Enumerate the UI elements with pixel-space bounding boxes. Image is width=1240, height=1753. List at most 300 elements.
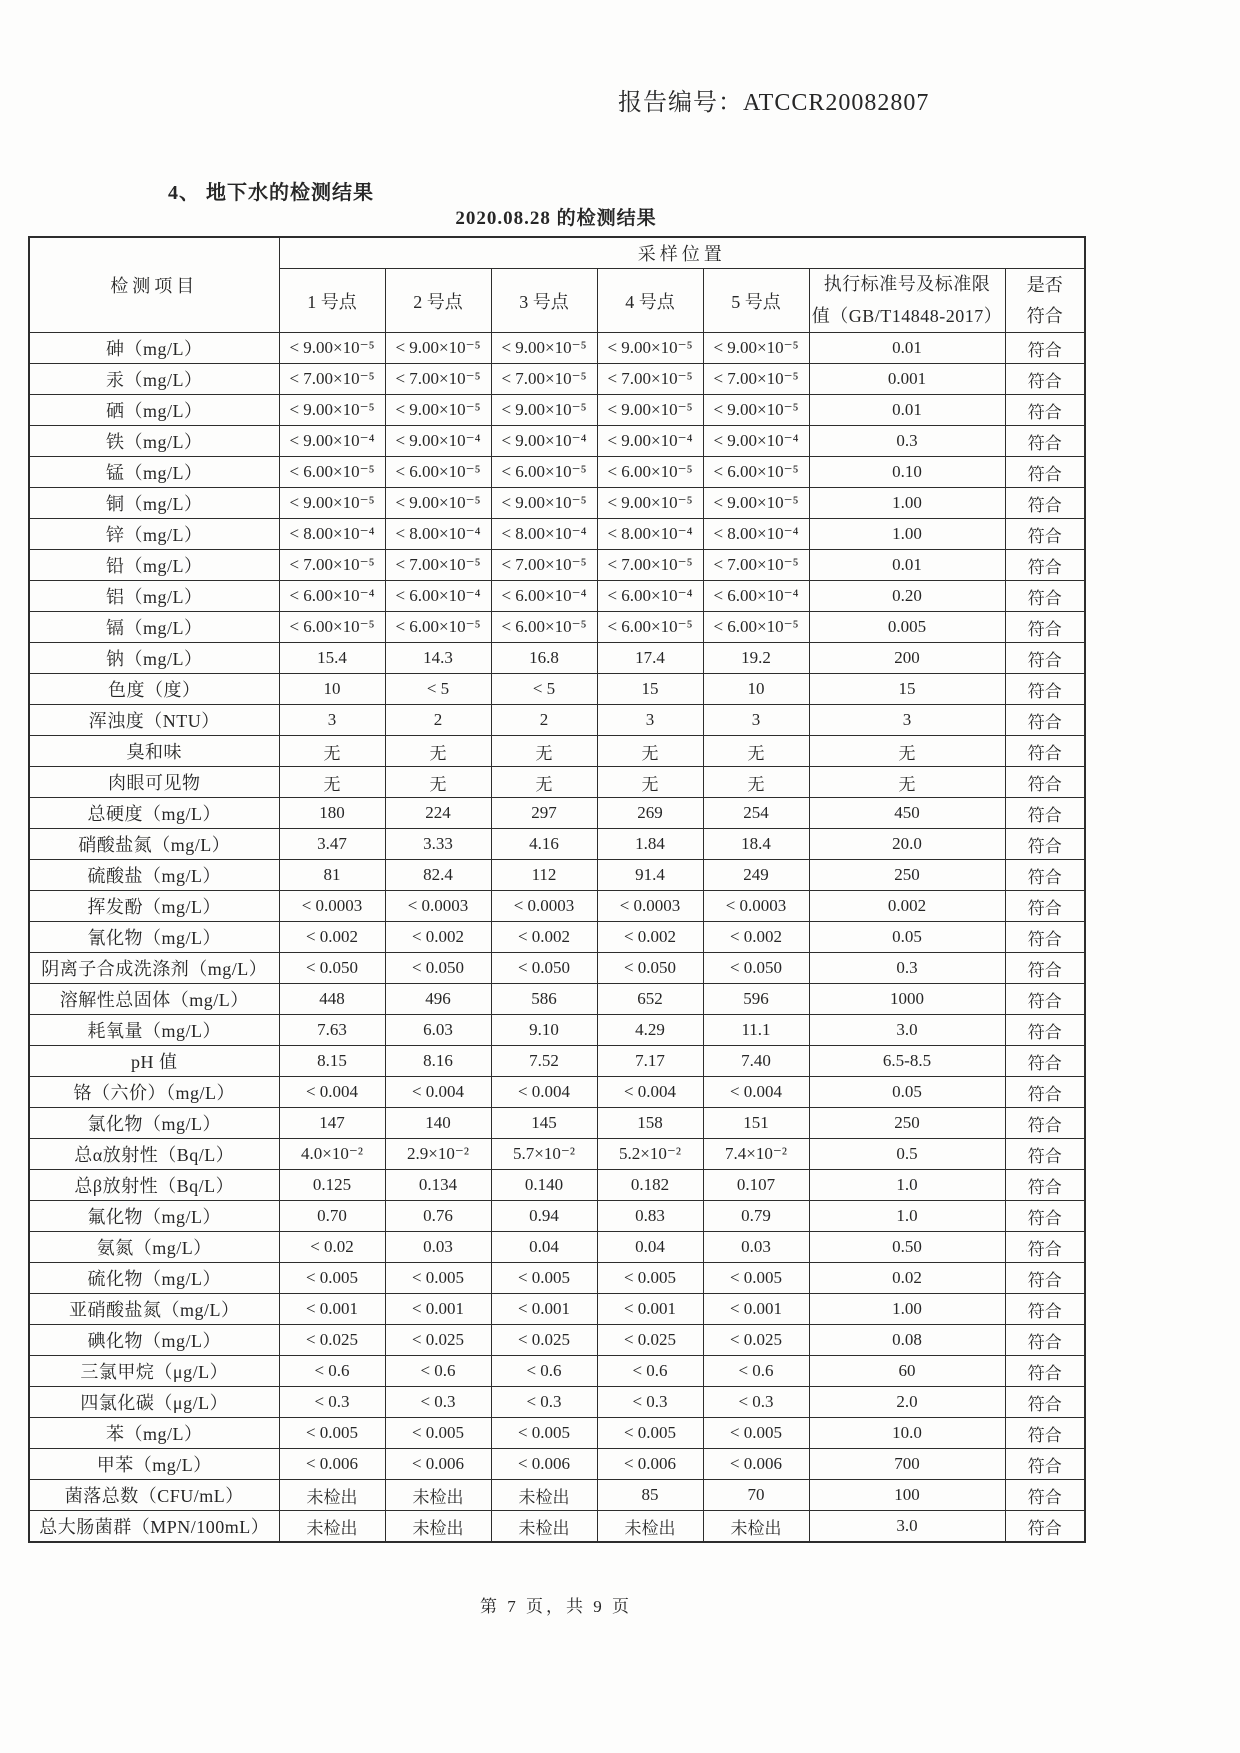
- value-cell-point-3: 586: [491, 984, 597, 1015]
- value-cell-point-3: < 9.00×10⁻⁵: [491, 488, 597, 519]
- value-cell-point-2: < 9.00×10⁻⁴: [385, 426, 491, 457]
- value-cell-point-5: < 0.001: [703, 1294, 809, 1325]
- value-cell-point-4: 15: [597, 674, 703, 705]
- compliance-cell: 符合: [1005, 1356, 1085, 1387]
- value-cell-point-5: < 9.00×10⁻⁴: [703, 426, 809, 457]
- value-cell-point-1: < 0.3: [279, 1387, 385, 1418]
- table-row: [29, 395, 1085, 426]
- value-cell-point-4: < 6.00×10⁻⁵: [597, 612, 703, 643]
- compliance-cell: 符合: [1005, 674, 1085, 705]
- test-item-label: 浑浊度（NTU）: [29, 705, 279, 736]
- table-row: [29, 1263, 1085, 1294]
- standard-limit-cell: 0.005: [809, 612, 1005, 643]
- value-cell-point-4: 85: [597, 1480, 703, 1511]
- test-item-label: 三氯甲烷（μg/L）: [29, 1356, 279, 1387]
- compliance-head-line1: 是否: [1026, 274, 1063, 295]
- table-row: [29, 333, 1085, 364]
- compliance-cell: 符合: [1005, 1139, 1085, 1170]
- test-item-label: 臭和味: [29, 736, 279, 767]
- value-cell-point-1: 未检出: [279, 1511, 385, 1543]
- value-cell-point-5: < 7.00×10⁻⁵: [703, 550, 809, 581]
- value-cell-point-2: < 6.00×10⁻⁴: [385, 581, 491, 612]
- table-row: [29, 1325, 1085, 1356]
- value-cell-point-3: 297: [491, 798, 597, 829]
- value-cell-point-5: 3: [703, 705, 809, 736]
- header-cell-point-5: 5 号点: [703, 269, 809, 333]
- compliance-cell: 符合: [1005, 1294, 1085, 1325]
- value-cell-point-4: < 0.002: [597, 922, 703, 953]
- value-cell-point-4: < 8.00×10⁻⁴: [597, 519, 703, 550]
- header-cell-sampling-location: 采样位置: [279, 237, 1085, 269]
- results-table: [28, 236, 1086, 1543]
- compliance-cell: 符合: [1005, 922, 1085, 953]
- value-cell-point-2: 未检出: [385, 1511, 491, 1543]
- test-item-label: 铅（mg/L）: [29, 550, 279, 581]
- test-item-label: 总α放射性（Bq/L）: [29, 1139, 279, 1170]
- report-number: 报告编号：ATCCR20082807: [618, 90, 930, 116]
- compliance-cell: 符合: [1005, 1170, 1085, 1201]
- value-cell-point-5: 无: [703, 767, 809, 798]
- test-item-label: 总硬度（mg/L）: [29, 798, 279, 829]
- value-cell-point-3: < 6.00×10⁻⁵: [491, 612, 597, 643]
- value-cell-point-4: 无: [597, 736, 703, 767]
- value-cell-point-5: 未检出: [703, 1511, 809, 1543]
- table-row: [29, 1108, 1085, 1139]
- value-cell-point-3: 112: [491, 860, 597, 891]
- value-cell-point-1: < 0.004: [279, 1077, 385, 1108]
- value-cell-point-4: < 0.004: [597, 1077, 703, 1108]
- standard-limit-cell: 0.002: [809, 891, 1005, 922]
- test-item-label: 锌（mg/L）: [29, 519, 279, 550]
- value-cell-point-2: < 6.00×10⁻⁵: [385, 457, 491, 488]
- table-row: [29, 829, 1085, 860]
- value-cell-point-5: < 9.00×10⁻⁵: [703, 333, 809, 364]
- table-row: [29, 798, 1085, 829]
- compliance-cell: 符合: [1005, 1077, 1085, 1108]
- table-row: [29, 1511, 1085, 1543]
- header-cell-point-4: 4 号点: [597, 269, 703, 333]
- section-heading: 4、 地下水的检测结果: [168, 182, 374, 204]
- table-row: [29, 1480, 1085, 1511]
- value-cell-point-3: 未检出: [491, 1480, 597, 1511]
- standard-limit-cell: 450: [809, 798, 1005, 829]
- test-item-label: 苯（mg/L）: [29, 1418, 279, 1449]
- test-item-label: 色度（度）: [29, 674, 279, 705]
- value-cell-point-5: 无: [703, 736, 809, 767]
- table-row: [29, 984, 1085, 1015]
- table-row: [29, 674, 1085, 705]
- value-cell-point-1: < 0.001: [279, 1294, 385, 1325]
- value-cell-point-2: < 7.00×10⁻⁵: [385, 364, 491, 395]
- compliance-cell: 符合: [1005, 488, 1085, 519]
- value-cell-point-1: < 0.005: [279, 1418, 385, 1449]
- value-cell-point-3: < 0.002: [491, 922, 597, 953]
- standard-limit-cell: 0.08: [809, 1325, 1005, 1356]
- value-cell-point-1: 无: [279, 767, 385, 798]
- standard-limit-cell: 60: [809, 1356, 1005, 1387]
- test-item-label: 锰（mg/L）: [29, 457, 279, 488]
- value-cell-point-4: < 0.3: [597, 1387, 703, 1418]
- value-cell-point-3: 未检出: [491, 1511, 597, 1543]
- test-item-label: 氨氮（mg/L）: [29, 1232, 279, 1263]
- standard-limit-cell: 0.01: [809, 395, 1005, 426]
- value-cell-point-1: 无: [279, 736, 385, 767]
- compliance-cell: 符合: [1005, 333, 1085, 364]
- value-cell-point-5: 254: [703, 798, 809, 829]
- table-row: [29, 1015, 1085, 1046]
- value-cell-point-5: < 9.00×10⁻⁵: [703, 488, 809, 519]
- table-row: [29, 1418, 1085, 1449]
- test-item-label: 氰化物（mg/L）: [29, 922, 279, 953]
- standard-limit-cell: 无: [809, 736, 1005, 767]
- value-cell-point-1: < 0.006: [279, 1449, 385, 1480]
- value-cell-point-4: < 0.025: [597, 1325, 703, 1356]
- value-cell-point-4: < 7.00×10⁻⁵: [597, 364, 703, 395]
- standard-limit-cell: 15: [809, 674, 1005, 705]
- test-item-label: 总大肠菌群（MPN/100mL）: [29, 1511, 279, 1543]
- value-cell-point-5: 151: [703, 1108, 809, 1139]
- table-row: [29, 860, 1085, 891]
- value-cell-point-5: 18.4: [703, 829, 809, 860]
- table-row: [29, 736, 1085, 767]
- value-cell-point-5: 10: [703, 674, 809, 705]
- standard-limit-cell: 0.05: [809, 922, 1005, 953]
- standard-limit-cell: 3.0: [809, 1015, 1005, 1046]
- compliance-cell: 符合: [1005, 581, 1085, 612]
- value-cell-point-4: 0.83: [597, 1201, 703, 1232]
- value-cell-point-3: < 0.6: [491, 1356, 597, 1387]
- value-cell-point-2: 140: [385, 1108, 491, 1139]
- value-cell-point-4: < 9.00×10⁻⁴: [597, 426, 703, 457]
- value-cell-point-5: < 6.00×10⁻⁴: [703, 581, 809, 612]
- value-cell-point-3: 无: [491, 767, 597, 798]
- value-cell-point-4: < 9.00×10⁻⁵: [597, 333, 703, 364]
- test-item-label: 铜（mg/L）: [29, 488, 279, 519]
- value-cell-point-2: < 8.00×10⁻⁴: [385, 519, 491, 550]
- value-cell-point-4: 0.04: [597, 1232, 703, 1263]
- compliance-cell: 符合: [1005, 364, 1085, 395]
- header-cell-point-3: 3 号点: [491, 269, 597, 333]
- compliance-cell: 符合: [1005, 1015, 1085, 1046]
- value-cell-point-2: < 0.002: [385, 922, 491, 953]
- value-cell-point-2: < 0.005: [385, 1263, 491, 1294]
- value-cell-point-2: 无: [385, 736, 491, 767]
- value-cell-point-5: < 0.005: [703, 1418, 809, 1449]
- value-cell-point-1: < 6.00×10⁻⁵: [279, 457, 385, 488]
- header-row-top: [29, 237, 1085, 269]
- standard-limit-cell: 700: [809, 1449, 1005, 1480]
- table-row: [29, 426, 1085, 457]
- table-row: [29, 953, 1085, 984]
- value-cell-point-4: < 0.6: [597, 1356, 703, 1387]
- value-cell-point-4: < 0.001: [597, 1294, 703, 1325]
- value-cell-point-2: 未检出: [385, 1480, 491, 1511]
- value-cell-point-4: < 9.00×10⁻⁵: [597, 488, 703, 519]
- test-item-label: 阴离子合成洗涤剂（mg/L）: [29, 953, 279, 984]
- compliance-cell: 符合: [1005, 643, 1085, 674]
- compliance-cell: 符合: [1005, 953, 1085, 984]
- value-cell-point-1: 3: [279, 705, 385, 736]
- test-item-label: 碘化物（mg/L）: [29, 1325, 279, 1356]
- value-cell-point-5: 0.03: [703, 1232, 809, 1263]
- value-cell-point-1: 81: [279, 860, 385, 891]
- compliance-cell: 符合: [1005, 612, 1085, 643]
- test-item-label: 亚硝酸盐氮（mg/L）: [29, 1294, 279, 1325]
- value-cell-point-4: 5.2×10⁻²: [597, 1139, 703, 1170]
- test-item-label: 四氯化碳（μg/L）: [29, 1387, 279, 1418]
- value-cell-point-5: 70: [703, 1480, 809, 1511]
- value-cell-point-5: 0.79: [703, 1201, 809, 1232]
- standard-limit-cell: 0.10: [809, 457, 1005, 488]
- value-cell-point-1: < 0.002: [279, 922, 385, 953]
- compliance-cell: 符合: [1005, 1418, 1085, 1449]
- header-cell-standard-limit: [809, 269, 1005, 333]
- standard-limit-cell: 0.5: [809, 1139, 1005, 1170]
- standard-limit-cell: 20.0: [809, 829, 1005, 860]
- table-row: [29, 922, 1085, 953]
- value-cell-point-1: 448: [279, 984, 385, 1015]
- value-cell-point-3: < 0.006: [491, 1449, 597, 1480]
- standard-limit-cell: 6.5-8.5: [809, 1046, 1005, 1077]
- value-cell-point-4: 652: [597, 984, 703, 1015]
- value-cell-point-2: 2: [385, 705, 491, 736]
- header-cell-item: 检测项目: [29, 237, 279, 333]
- compliance-cell: 符合: [1005, 519, 1085, 550]
- table-row: [29, 1046, 1085, 1077]
- value-cell-point-4: < 7.00×10⁻⁵: [597, 550, 703, 581]
- value-cell-point-2: 0.76: [385, 1201, 491, 1232]
- test-item-label: 钠（mg/L）: [29, 643, 279, 674]
- value-cell-point-2: 14.3: [385, 643, 491, 674]
- standard-limit-cell: 250: [809, 860, 1005, 891]
- value-cell-point-1: 8.15: [279, 1046, 385, 1077]
- value-cell-point-1: 147: [279, 1108, 385, 1139]
- compliance-cell: 符合: [1005, 736, 1085, 767]
- test-item-label: 甲苯（mg/L）: [29, 1449, 279, 1480]
- table-row: [29, 1449, 1085, 1480]
- value-cell-point-4: < 0.050: [597, 953, 703, 984]
- value-cell-point-4: 无: [597, 767, 703, 798]
- value-cell-point-1: 4.0×10⁻²: [279, 1139, 385, 1170]
- value-cell-point-3: < 9.00×10⁻⁵: [491, 333, 597, 364]
- standard-limit-cell: 3.0: [809, 1511, 1005, 1543]
- value-cell-point-2: < 0.050: [385, 953, 491, 984]
- value-cell-point-1: < 9.00×10⁻⁵: [279, 333, 385, 364]
- value-cell-point-3: < 6.00×10⁻⁵: [491, 457, 597, 488]
- value-cell-point-4: 未检出: [597, 1511, 703, 1543]
- standard-limit-cell: 0.50: [809, 1232, 1005, 1263]
- value-cell-point-4: < 6.00×10⁻⁵: [597, 457, 703, 488]
- value-cell-point-4: 269: [597, 798, 703, 829]
- compliance-cell: 符合: [1005, 395, 1085, 426]
- value-cell-point-5: 596: [703, 984, 809, 1015]
- header-cell-point-1: 1 号点: [279, 269, 385, 333]
- table-row: [29, 364, 1085, 395]
- value-cell-point-5: < 0.025: [703, 1325, 809, 1356]
- table-row: [29, 488, 1085, 519]
- test-item-label: 挥发酚（mg/L）: [29, 891, 279, 922]
- value-cell-point-1: 180: [279, 798, 385, 829]
- standard-limit-line1: 执行标准号及标准限: [823, 274, 991, 294]
- results-table-header: [29, 237, 1085, 333]
- compliance-cell: 符合: [1005, 550, 1085, 581]
- value-cell-point-4: 7.17: [597, 1046, 703, 1077]
- compliance-cell: 符合: [1005, 984, 1085, 1015]
- value-cell-point-1: < 7.00×10⁻⁵: [279, 364, 385, 395]
- value-cell-point-1: < 0.02: [279, 1232, 385, 1263]
- table-row: [29, 1232, 1085, 1263]
- standard-limit-cell: 0.20: [809, 581, 1005, 612]
- standard-limit-cell: 1.0: [809, 1170, 1005, 1201]
- table-row: [29, 519, 1085, 550]
- test-item-label: 硫化物（mg/L）: [29, 1263, 279, 1294]
- table-row: [29, 581, 1085, 612]
- value-cell-point-1: < 0.050: [279, 953, 385, 984]
- compliance-cell: 符合: [1005, 1511, 1085, 1543]
- compliance-cell: 符合: [1005, 767, 1085, 798]
- value-cell-point-4: 1.84: [597, 829, 703, 860]
- value-cell-point-4: < 0.006: [597, 1449, 703, 1480]
- value-cell-point-2: < 0.004: [385, 1077, 491, 1108]
- value-cell-point-1: < 9.00×10⁻⁵: [279, 395, 385, 426]
- compliance-cell: 符合: [1005, 705, 1085, 736]
- compliance-cell: 符合: [1005, 426, 1085, 457]
- table-row: [29, 767, 1085, 798]
- table-row: [29, 1170, 1085, 1201]
- value-cell-point-5: < 0.0003: [703, 891, 809, 922]
- standard-limit-cell: 0.01: [809, 333, 1005, 364]
- standard-limit-cell: 0.3: [809, 426, 1005, 457]
- value-cell-point-5: < 6.00×10⁻⁵: [703, 457, 809, 488]
- test-item-label: 氟化物（mg/L）: [29, 1201, 279, 1232]
- value-cell-point-4: < 6.00×10⁻⁴: [597, 581, 703, 612]
- value-cell-point-1: 0.70: [279, 1201, 385, 1232]
- standard-limit-cell: 200: [809, 643, 1005, 674]
- value-cell-point-2: 0.134: [385, 1170, 491, 1201]
- test-item-label: 总β放射性（Bq/L）: [29, 1170, 279, 1201]
- value-cell-point-5: 19.2: [703, 643, 809, 674]
- compliance-cell: 符合: [1005, 1449, 1085, 1480]
- table-row: [29, 643, 1085, 674]
- value-cell-point-3: 145: [491, 1108, 597, 1139]
- value-cell-point-5: < 7.00×10⁻⁵: [703, 364, 809, 395]
- standard-limit-cell: 1.00: [809, 1294, 1005, 1325]
- standard-limit-cell: 0.001: [809, 364, 1005, 395]
- value-cell-point-5: < 0.006: [703, 1449, 809, 1480]
- value-cell-point-3: < 0.0003: [491, 891, 597, 922]
- standard-limit-cell: 1000: [809, 984, 1005, 1015]
- value-cell-point-3: < 9.00×10⁻⁴: [491, 426, 597, 457]
- value-cell-point-1: 未检出: [279, 1480, 385, 1511]
- value-cell-point-3: 9.10: [491, 1015, 597, 1046]
- value-cell-point-5: < 6.00×10⁻⁵: [703, 612, 809, 643]
- value-cell-point-3: < 0.005: [491, 1418, 597, 1449]
- value-cell-point-1: 10: [279, 674, 385, 705]
- standard-limit-cell: 1.00: [809, 488, 1005, 519]
- value-cell-point-2: < 0.3: [385, 1387, 491, 1418]
- test-item-label: 铝（mg/L）: [29, 581, 279, 612]
- table-title: 2020.08.28 的检测结果: [455, 208, 657, 229]
- value-cell-point-1: 15.4: [279, 643, 385, 674]
- standard-limit-cell: 3: [809, 705, 1005, 736]
- standard-limit-cell: 1.0: [809, 1201, 1005, 1232]
- value-cell-point-5: 7.4×10⁻²: [703, 1139, 809, 1170]
- value-cell-point-2: < 0.005: [385, 1418, 491, 1449]
- standard-limit-cell: 100: [809, 1480, 1005, 1511]
- value-cell-point-3: < 6.00×10⁻⁴: [491, 581, 597, 612]
- value-cell-point-2: 2.9×10⁻²: [385, 1139, 491, 1170]
- value-cell-point-2: < 9.00×10⁻⁵: [385, 488, 491, 519]
- test-item-label: 耗氧量（mg/L）: [29, 1015, 279, 1046]
- value-cell-point-4: < 9.00×10⁻⁵: [597, 395, 703, 426]
- compliance-cell: 符合: [1005, 860, 1085, 891]
- value-cell-point-5: < 8.00×10⁻⁴: [703, 519, 809, 550]
- value-cell-point-3: 2: [491, 705, 597, 736]
- value-cell-point-4: < 0.005: [597, 1263, 703, 1294]
- standard-limit-line2: 值（GB/T14848-2017）: [811, 305, 1003, 326]
- value-cell-point-2: < 0.6: [385, 1356, 491, 1387]
- value-cell-point-3: < 7.00×10⁻⁵: [491, 550, 597, 581]
- value-cell-point-1: 0.125: [279, 1170, 385, 1201]
- value-cell-point-5: 249: [703, 860, 809, 891]
- compliance-cell: 符合: [1005, 829, 1085, 860]
- value-cell-point-4: 17.4: [597, 643, 703, 674]
- value-cell-point-1: < 0.005: [279, 1263, 385, 1294]
- value-cell-point-3: < 0.025: [491, 1325, 597, 1356]
- table-row: [29, 550, 1085, 581]
- value-cell-point-3: < 0.3: [491, 1387, 597, 1418]
- value-cell-point-4: < 0.005: [597, 1418, 703, 1449]
- value-cell-point-4: < 0.0003: [597, 891, 703, 922]
- standard-limit-cell: 250: [809, 1108, 1005, 1139]
- header-cell-point-2: 2 号点: [385, 269, 491, 333]
- value-cell-point-2: < 5: [385, 674, 491, 705]
- value-cell-point-2: < 6.00×10⁻⁵: [385, 612, 491, 643]
- standard-limit-cell: 无: [809, 767, 1005, 798]
- results-table-body: [29, 333, 1085, 1543]
- standard-limit-cell: 1.00: [809, 519, 1005, 550]
- value-cell-point-3: < 7.00×10⁻⁵: [491, 364, 597, 395]
- compliance-cell: 符合: [1005, 1108, 1085, 1139]
- table-row: [29, 1294, 1085, 1325]
- compliance-cell: 符合: [1005, 1263, 1085, 1294]
- value-cell-point-4: 91.4: [597, 860, 703, 891]
- value-cell-point-2: < 0.006: [385, 1449, 491, 1480]
- test-item-label: 铬（六价）（mg/L）: [29, 1077, 279, 1108]
- value-cell-point-1: < 6.00×10⁻⁵: [279, 612, 385, 643]
- value-cell-point-1: < 0.6: [279, 1356, 385, 1387]
- value-cell-point-5: 0.107: [703, 1170, 809, 1201]
- value-cell-point-5: 11.1: [703, 1015, 809, 1046]
- value-cell-point-3: 7.52: [491, 1046, 597, 1077]
- value-cell-point-4: 0.182: [597, 1170, 703, 1201]
- compliance-cell: 符合: [1005, 891, 1085, 922]
- value-cell-point-5: < 0.6: [703, 1356, 809, 1387]
- value-cell-point-3: 0.140: [491, 1170, 597, 1201]
- value-cell-point-1: 7.63: [279, 1015, 385, 1046]
- value-cell-point-5: < 9.00×10⁻⁵: [703, 395, 809, 426]
- table-row: [29, 1077, 1085, 1108]
- table-row: [29, 891, 1085, 922]
- value-cell-point-5: < 0.050: [703, 953, 809, 984]
- value-cell-point-3: < 0.004: [491, 1077, 597, 1108]
- table-row: [29, 1356, 1085, 1387]
- value-cell-point-2: 8.16: [385, 1046, 491, 1077]
- table-row: [29, 457, 1085, 488]
- compliance-cell: 符合: [1005, 1387, 1085, 1418]
- test-item-label: 铁（mg/L）: [29, 426, 279, 457]
- value-cell-point-2: 3.33: [385, 829, 491, 860]
